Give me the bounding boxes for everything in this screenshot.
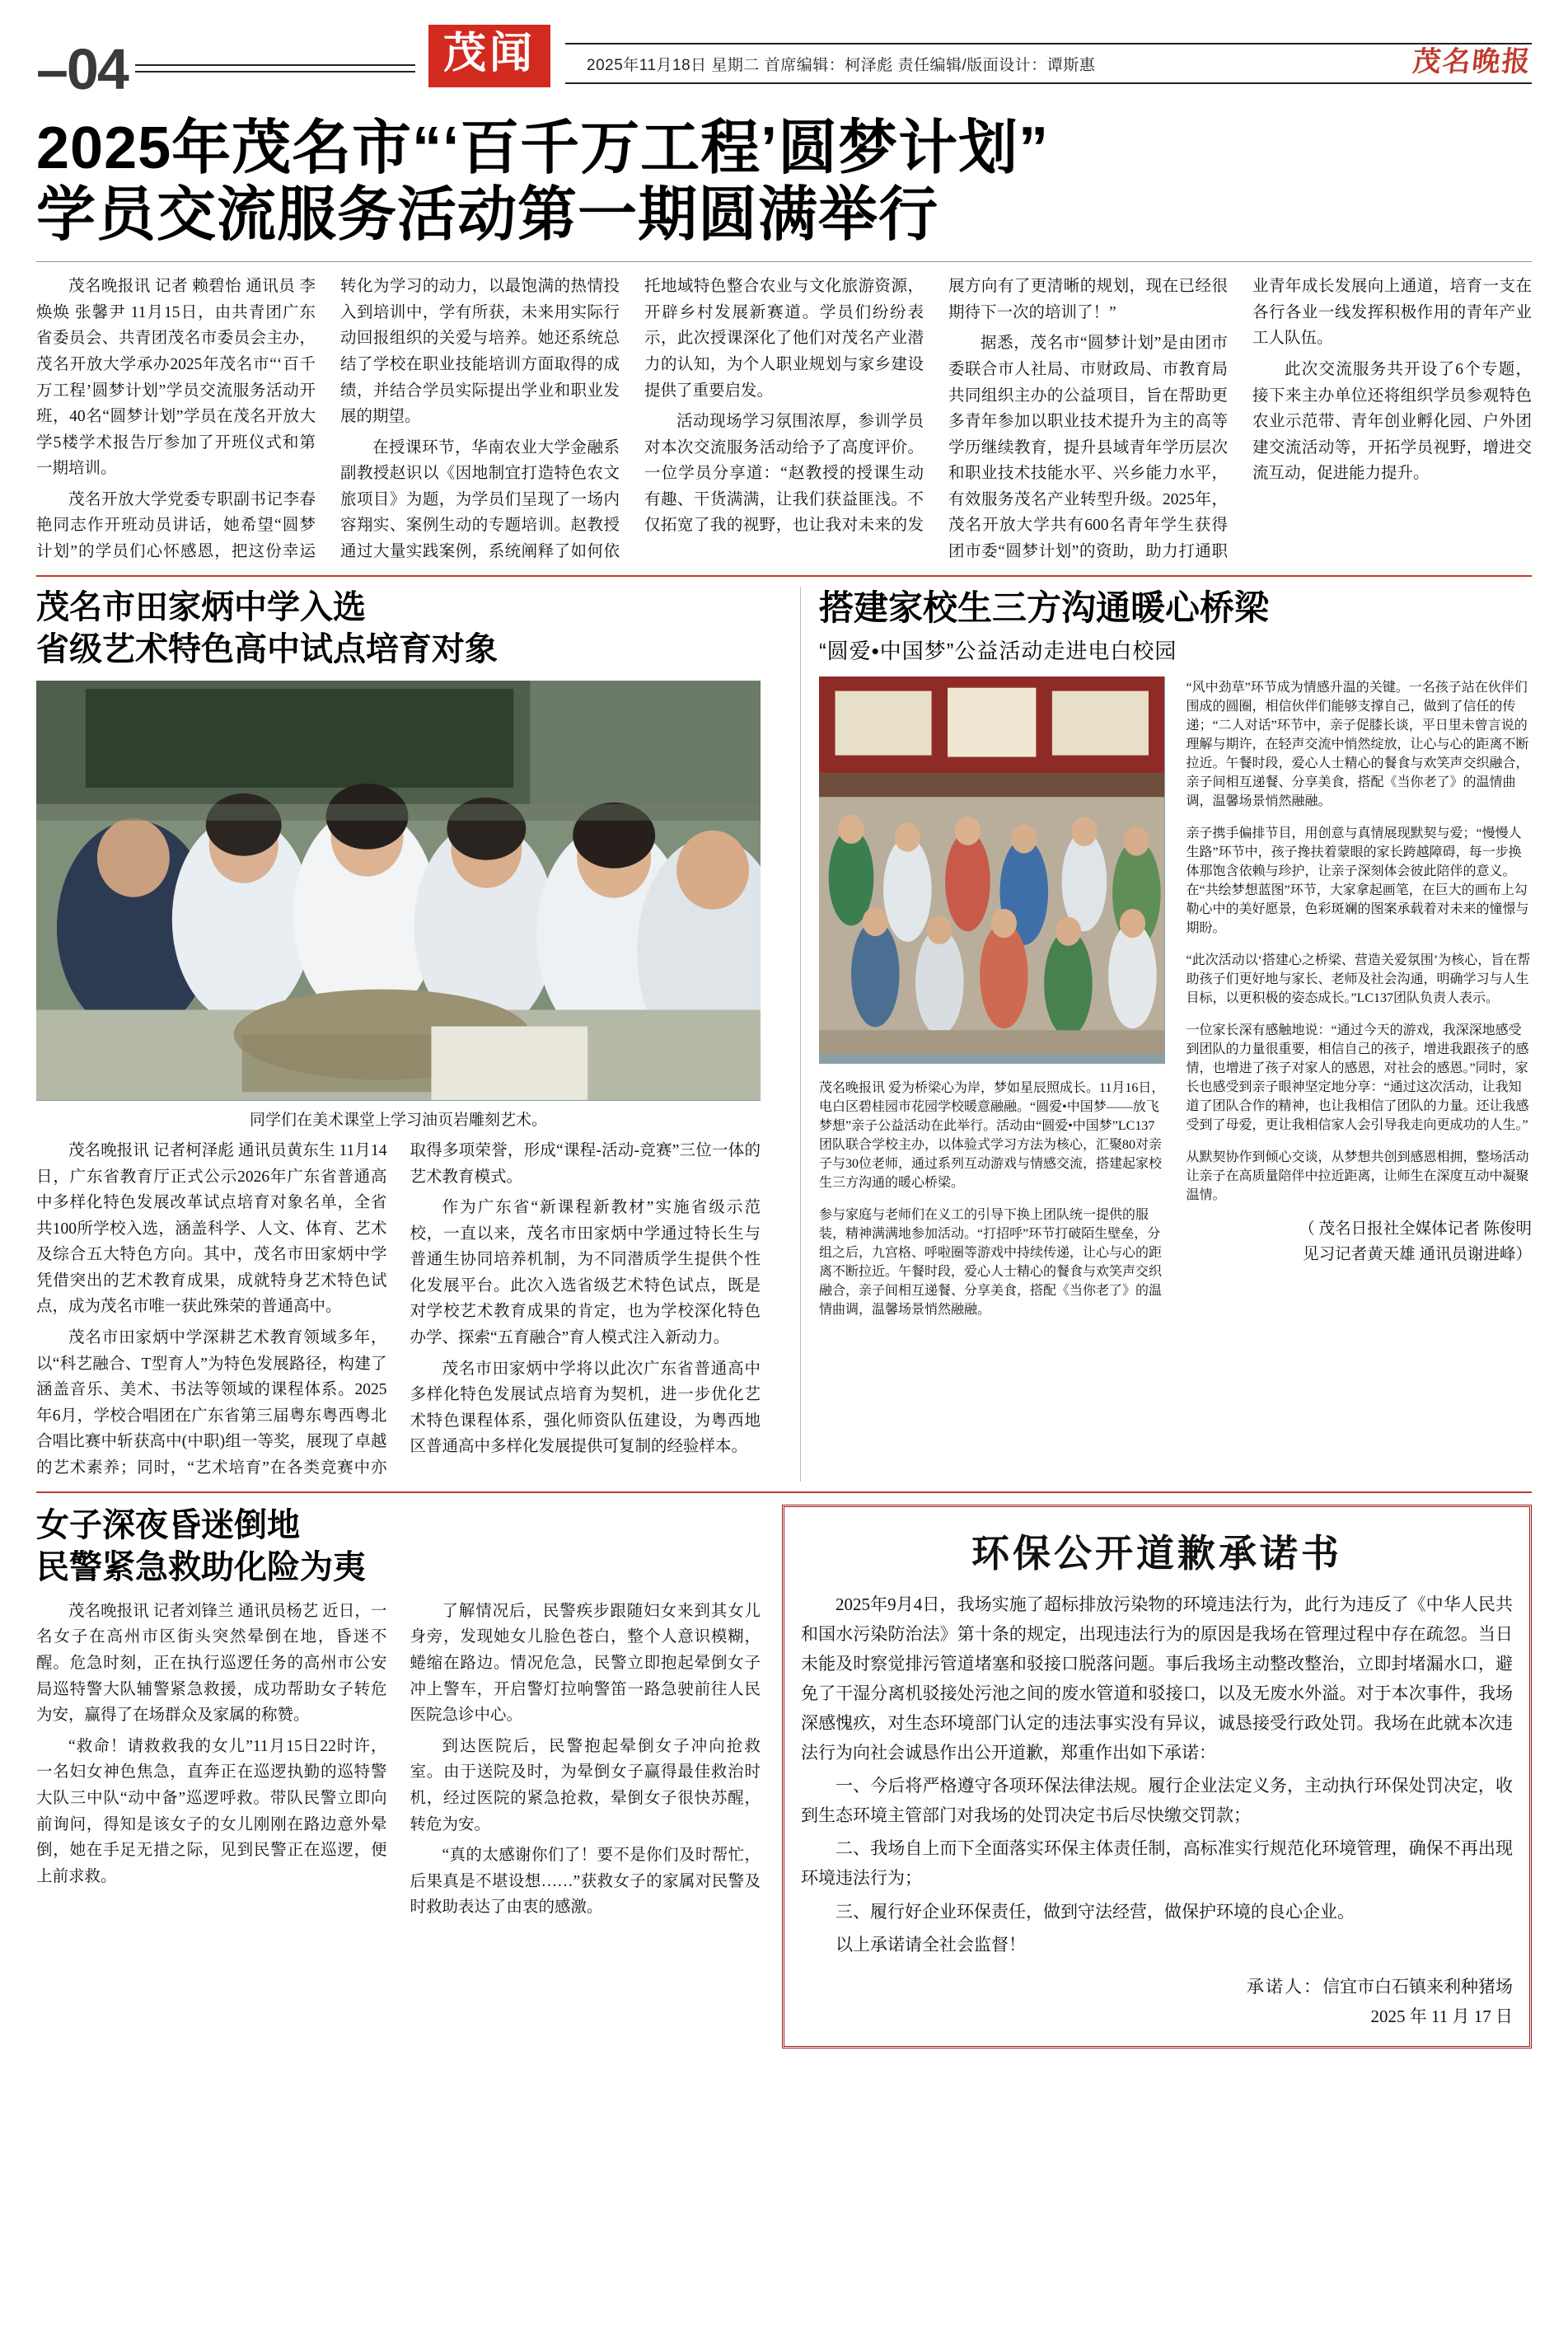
- newspaper-logo: 茂名晚报: [1411, 47, 1533, 77]
- apology-paragraph: 2025年9月4日，我场实施了超标排放污染物的环境违法行为，此行为违反了《中华人民共和国水污染防治法》第十条的规定，出现违法行为的原因是我场在管理过程中存在疏忽。当日未能及时察觉排污管道堵塞和驳接口脱落问题。事后我场主动整改整治，立即封堵漏水口，避免了干湿分离机驳接处污池之间的废水管道和驳接口，以及无废水外溢。对于本次事件，我场深感愧疚，对生态环境部门认定的违法事实没有异议，诚恳接受行政处罚。我场在此就本次违法行为向社会诚恳作出公开道歉，郑重作出如下承诺：: [801, 1594, 1513, 1763]
- rescue-paragraph: 到达医院后，民警抱起晕倒女子冲向抢救室。由于送院及时，为晕倒女子赢得最佳救治时机，经过医院的紧急抢救，晕倒女子很快苏醒，转危为安。: [410, 1737, 761, 1833]
- lead-headline-line1: 2025年茂名市“‘百千万工程’圆梦计划”: [36, 115, 1050, 181]
- section-title: 茂闻: [428, 25, 550, 87]
- bridge-credit-line2: 见习记者黄天雄 通讯员谢进峰）: [1303, 1246, 1532, 1264]
- apology-paragraph: 以上承诺请全社会监督！: [835, 1934, 1026, 1955]
- bridge-body: [819, 677, 1532, 1318]
- classroom-photo: [36, 681, 761, 1101]
- rescue-paragraph: 茂名晚报讯 记者刘锋兰 通讯员杨艺 近日，一名女子在高州市区街头突然晕倒在地，昏迷不醒。危急时刻，正在执行巡逻任务的高州市公安局巡特警大队辅警紧急救援，成功帮助女子转危为安，赢得了在场群众及家属的称赞。: [36, 1602, 387, 1725]
- lead-headline: [36, 115, 1532, 248]
- classroom-photo-caption: 同学们在美术课堂上学习油页岩雕刻艺术。: [249, 1111, 547, 1129]
- tianjiabing-paragraph: 作为广东省“新课程新教材”实施省级示范校，一直以来，茂名市田家炳中学通过特长生与普通生协同培养机制，为不同潜质学生提供个性化发展平台。此次入选省级艺术特色试点，既是对学校艺术教育成果的肯定，也为学校深化特色办学、探索“五育融合”育人模式注入新动力。: [410, 1199, 761, 1347]
- rescue-paragraph: “救命！请救救我的女儿”11月15日22时许，一名妇女神色焦急，直奔正在巡逻执勤的巡特警大队三中队“动中备”巡逻呼救。带队民警立即向前询问，得知是该女子的女儿刚刚在路边意外晕倒，她在手足无措之际，见到民警正在巡逻，便上前求救。: [36, 1737, 387, 1885]
- apology-date: 2025 年 11 月 17 日: [1370, 2006, 1513, 2026]
- lead-paragraph: 在授课环节，华南农业大学金融系副教授赵识以《因地制宜打造特色农文旅项目》为题，为学员们呈现了一场内容翔实、案例生动的专题培训。赵教授通过大量实践案例，系统阐释了如何依托地域特色整合农业与文化旅游资源，开辟乡村发展新赛道。学员们纷纷表示，此次授课深化了他们对茂名产业潜力的认知，为个人职业规划与家乡建设提供了重要启发。: [340, 278, 924, 561]
- apology-paragraph: 一、今后将严格遵守各项环保法律法规。履行企业法定义务，主动执行环保处罚决定，收到生态环境主管部门对我场的处罚决定书后尽快缴交罚款；: [801, 1776, 1513, 1826]
- tianjiabing-paragraph: 茂名市田家炳中学深耕艺术教育领域多年，以“科艺融合、T型育人”为特色发展路径，构建了涵盖音乐、美术、书法等领域的课程体系。2025年6月，学校合唱团在广东省第三届粤东粤西粤北合唱比赛中斩获高中(中职)组一等奖，展现了卓越的艺术素养；同时，“艺术培育”在各类竞赛中亦取得多项荣誉，形成“课程-活动-竞赛”三位一体的艺术教育模式。: [36, 1141, 761, 1477]
- bridge-credit: [1187, 1216, 1533, 1267]
- bridge-paragraph: 亲子携手偏排节目，用创意与真情展现默契与爱；“慢慢人生路”环节中，孩子搀扶着蒙眼的家长跨越障碍，每一步换体那饱含依赖与珍护，让亲子深刻体会彼此陪伴的意义。在“共绘梦想蓝图”环节，大家拿起画笔，在巨大的画布上勾勒心中的美好愿景，色彩斑斓的图案承载着对未来的憧憬与期盼。: [1186, 826, 1529, 936]
- divider-red-2: [36, 1491, 1532, 1493]
- lead-headline-line2: 学员交流服务活动第一期圆满举行: [36, 181, 939, 248]
- rescue-paragraph: “真的太感谢你们了！要不是你们及时帮忙，后果真是不堪设想……”获救女子的家属对民警及时救助表达了由衷的感激。: [410, 1847, 761, 1917]
- masthead-meta-text: 2025年11月18日 星期二 首席编辑：柯泽彪 责任编辑/版面设计：谭斯惠: [587, 56, 1096, 74]
- bridge-headline: 搭建家校生三方沟通暖心桥梁: [819, 588, 1270, 627]
- rescue-headline-line1: 女子深夜昏迷倒地: [36, 1506, 300, 1543]
- bridge-paragraph: “此次活动以‘搭建心之桥梁、营造关爱氛围’为核心，旨在帮助孩子们更好地与家长、老师及社会沟通，明确学习与人生目标，以更积极的姿态成长。”LC137团队负责人表示。: [1186, 953, 1531, 1006]
- rescue-headline-line2: 民警紧急救助化险为夷: [36, 1548, 366, 1585]
- page-folio: –04: [36, 37, 128, 101]
- rescue-headline: [36, 1505, 761, 1589]
- apology-paragraph: 二、我场自上而下全面落实环保主体责任制，高标准实行规范化环境管理，确保不再出现环境违法行为；: [801, 1838, 1513, 1889]
- tianjiabing-body: [36, 1138, 761, 1482]
- apology-body: [801, 1590, 1513, 1959]
- apology-signer-name: 信宜市白石镇来利种猪场: [1322, 1976, 1513, 1997]
- divider-red: [36, 575, 1532, 577]
- article-rescue: [36, 1505, 782, 2049]
- rescue-paragraph: 了解情况后，民警疾步跟随妇女来到其女儿身旁，发现她女儿脸色苍白，整个人意识模糊，蜷缩在路边。情况危急，民警立即抱起晕倒女子冲上警车，开启警灯拉响警笛一路急驶前往人民医院急诊中心。: [410, 1602, 761, 1725]
- bridge-paragraph: “风中劲草”环节成为情感升温的关键。一名孩子站在伙伴们围成的圆圈，相信伙伴们能够支撑自己，做到了信任的传递；“二人对话”环节中，亲子促膝长谈，平日里未曾言说的理解与期许，在轻声交流中悄然绽放，让心与心的距离不断拉近。午餐时段，爱心人士精心的餐食与欢笑声交织融合，亲子间相互递餐、分享美食，搭配《当你老了》的温情曲调，温馨场景悄然融融。: [1186, 681, 1529, 809]
- column-divider: [800, 587, 801, 1482]
- lead-paragraph: 茂名开放大学党委专职副书记李春艳同志作开班动员讲话，她希望“圆梦计划”的学员们心怀感恩，把这份幸运转化为学习的动力，以最饱满的热情投入到培训中，学有所获，未来用实际行动回报组织的关爱与培养。她还系统总结了学校在职业技能培训方面取得的成绩，并结合学员实际提出学业和职业发展的期望。: [36, 278, 620, 561]
- tianjiabing-headline: [36, 587, 761, 671]
- apology-title: 环保公开道歉承诺书: [971, 1532, 1342, 1575]
- apology-signer-label: 承诺人：: [1247, 1976, 1322, 1997]
- lead-paragraph: 此次交流服务共开设了6个专题，接下来主办单位还将组织学员参观特色农业示范带、青年创业孵化园、户外团建交流活动等，开拓学员视野，增进交流互动，促进能力提升。: [1252, 360, 1532, 483]
- article-bridge: [819, 587, 1532, 1482]
- rescue-body: [36, 1599, 761, 1921]
- lead-paragraph: 活动现场学习氛围浓厚，参训学员对本次交流服务活动给予了高度评价。一位学员分享道：“赵教授的授课生动有趣、干货满满，让我们获益匪浅。不仅拓宽了我的视野，也让我对未来的发展方向有了更清晰的规划，现在已经很期待下一次的培训了！”: [644, 278, 1228, 535]
- masthead: [36, 21, 1532, 101]
- bridge-paragraph: 参与家庭与老师们在义工的引导下换上团队统一提供的服装，精神满满地参加活动。“打招呼”环节打破陌生壁垒，分组之后，九宫格、呼啦圈等游戏中持续传递，让心与心的距离不断拉近。午餐时段，爱心人士精心的餐食与欢笑声交织融合，亲子间相互递餐、分享美食，搭配《当你老了》的温情曲调，温馨场景悄然融融。: [819, 1208, 1163, 1318]
- masthead-rule-left: [135, 64, 415, 73]
- school-activity-photo-graphic: [819, 677, 1164, 1055]
- apology-signature: [801, 1973, 1513, 2031]
- divider: [36, 261, 1532, 262]
- bridge-credit-line1: （ 茂名日报社全媒体记者 陈俊明: [1299, 1220, 1532, 1238]
- article-tianjiabing: [36, 587, 782, 1482]
- bridge-paragraph: 一位家长深有感触地说：“通过今天的游戏，我深深地感受到团队的力量很重要，相信自己的孩子，增进我跟孩子的感情，也增进了孩子对家人的感恩，对社会的感恩。”同时，家长也感受到亲子眼神坚定地分享：“通过这次活动，让我知道了团队合作的精神，也让我相信了团队的力量。还让我感受到了母爱，更让我相信家人会引导我走向更成功的人生。”: [1186, 1023, 1529, 1133]
- bridge-subheadline: “圆爱•中国梦”公益活动走进电白校园: [819, 639, 1177, 664]
- tianjiabing-headline-line2: 省级艺术特色高中试点培育对象: [36, 630, 498, 667]
- middle-section: [36, 587, 1532, 1482]
- classroom-photo-graphic: [36, 681, 761, 1100]
- tianjiabing-paragraph: 茂名市田家炳中学将以此次广东省普通高中多样化特色发展试点培育为契机，进一步优化艺术特色课程体系，强化师资队伍建设，为粤西地区普通高中多样化发展提供可复制的经验样本。: [410, 1360, 761, 1456]
- tianjiabing-paragraph: 茂名晚报讯 记者柯泽彪 通讯员黄东生 11月14日，广东省教育厅正式公示2026年广东省普通高中多样化特色发展改革试点培育对象名单，全省共100所学校入选，涵盖科学、人文、体育、艺术及综合五大特色方向。其中，茂名市田家炳中学凭借突出的艺术教育成果，成就特身艺术特色试点，成为茂名市唯一获此殊荣的普通高中。: [36, 1141, 387, 1316]
- lead-paragraph: 据悉，茂名市“圆梦计划”是由团市委联合市人社局、市财政局、市教育局共同组织主办的公益项目，旨在帮助更多青年参加以职业技术提升为主的高等学历继续教育，提升县域青年学历层次和职业技术技能水平、兴乡能力水平，有效服务茂名产业转型升级。2025年，茂名开放大学共有600名青年学生获得团市委“圆梦计划”的资助，助力打通职业青年成长发展向上通道，培育一支在各行各业一线发挥积极作用的青年产业工人队伍。: [948, 278, 1532, 561]
- bridge-paragraph: 从默契协作到倾心交谈，从梦想共创到感恩相拥，整场活动让亲子在高质量陪伴中拉近距离，让师生在深度互动中凝聚温情。: [1186, 1150, 1529, 1203]
- tianjiabing-headline-line1: 茂名市田家炳中学入选: [36, 588, 366, 625]
- lead-article-body: [36, 274, 1532, 564]
- lead-paragraph: 茂名晚报讯 记者 赖碧怡 通讯员 李焕焕 张馨尹 11月15日，由共青团广东省委员会、共青团茂名市委员会主办，茂名开放大学承办2025年茂名市“‘百千万工程’圆梦计划”学员交流服务活动开班，40名“圆梦计划”学员在茂名开放大学5楼学术报告厅参加了开班仪式和第一期培训。: [36, 278, 316, 478]
- masthead-meta: [565, 43, 1532, 84]
- apology-paragraph: 三、履行好企业环保责任，做到守法经营，做保护环境的良心企业。: [835, 1901, 1355, 1922]
- school-activity-photo: [819, 677, 1165, 1064]
- apology-notice: [782, 1505, 1532, 2049]
- bridge-paragraph: 茂名晚报讯 爱为桥梁心为岸，梦如星辰照成长。11月16日，电白区碧桂园市花园学校暖意融融。“圆爱•中国梦——放飞梦想”亲子公益活动在此举行。活动由“圆爱•中国梦”LC137团队联合学校主办，以体验式学习方法为核心，汇聚80对亲子与30位老师，通过系列互动游戏与情感交流，搭建起家校生三方沟通的暖心桥梁。: [819, 1081, 1165, 1191]
- bottom-section: [36, 1505, 1532, 2049]
